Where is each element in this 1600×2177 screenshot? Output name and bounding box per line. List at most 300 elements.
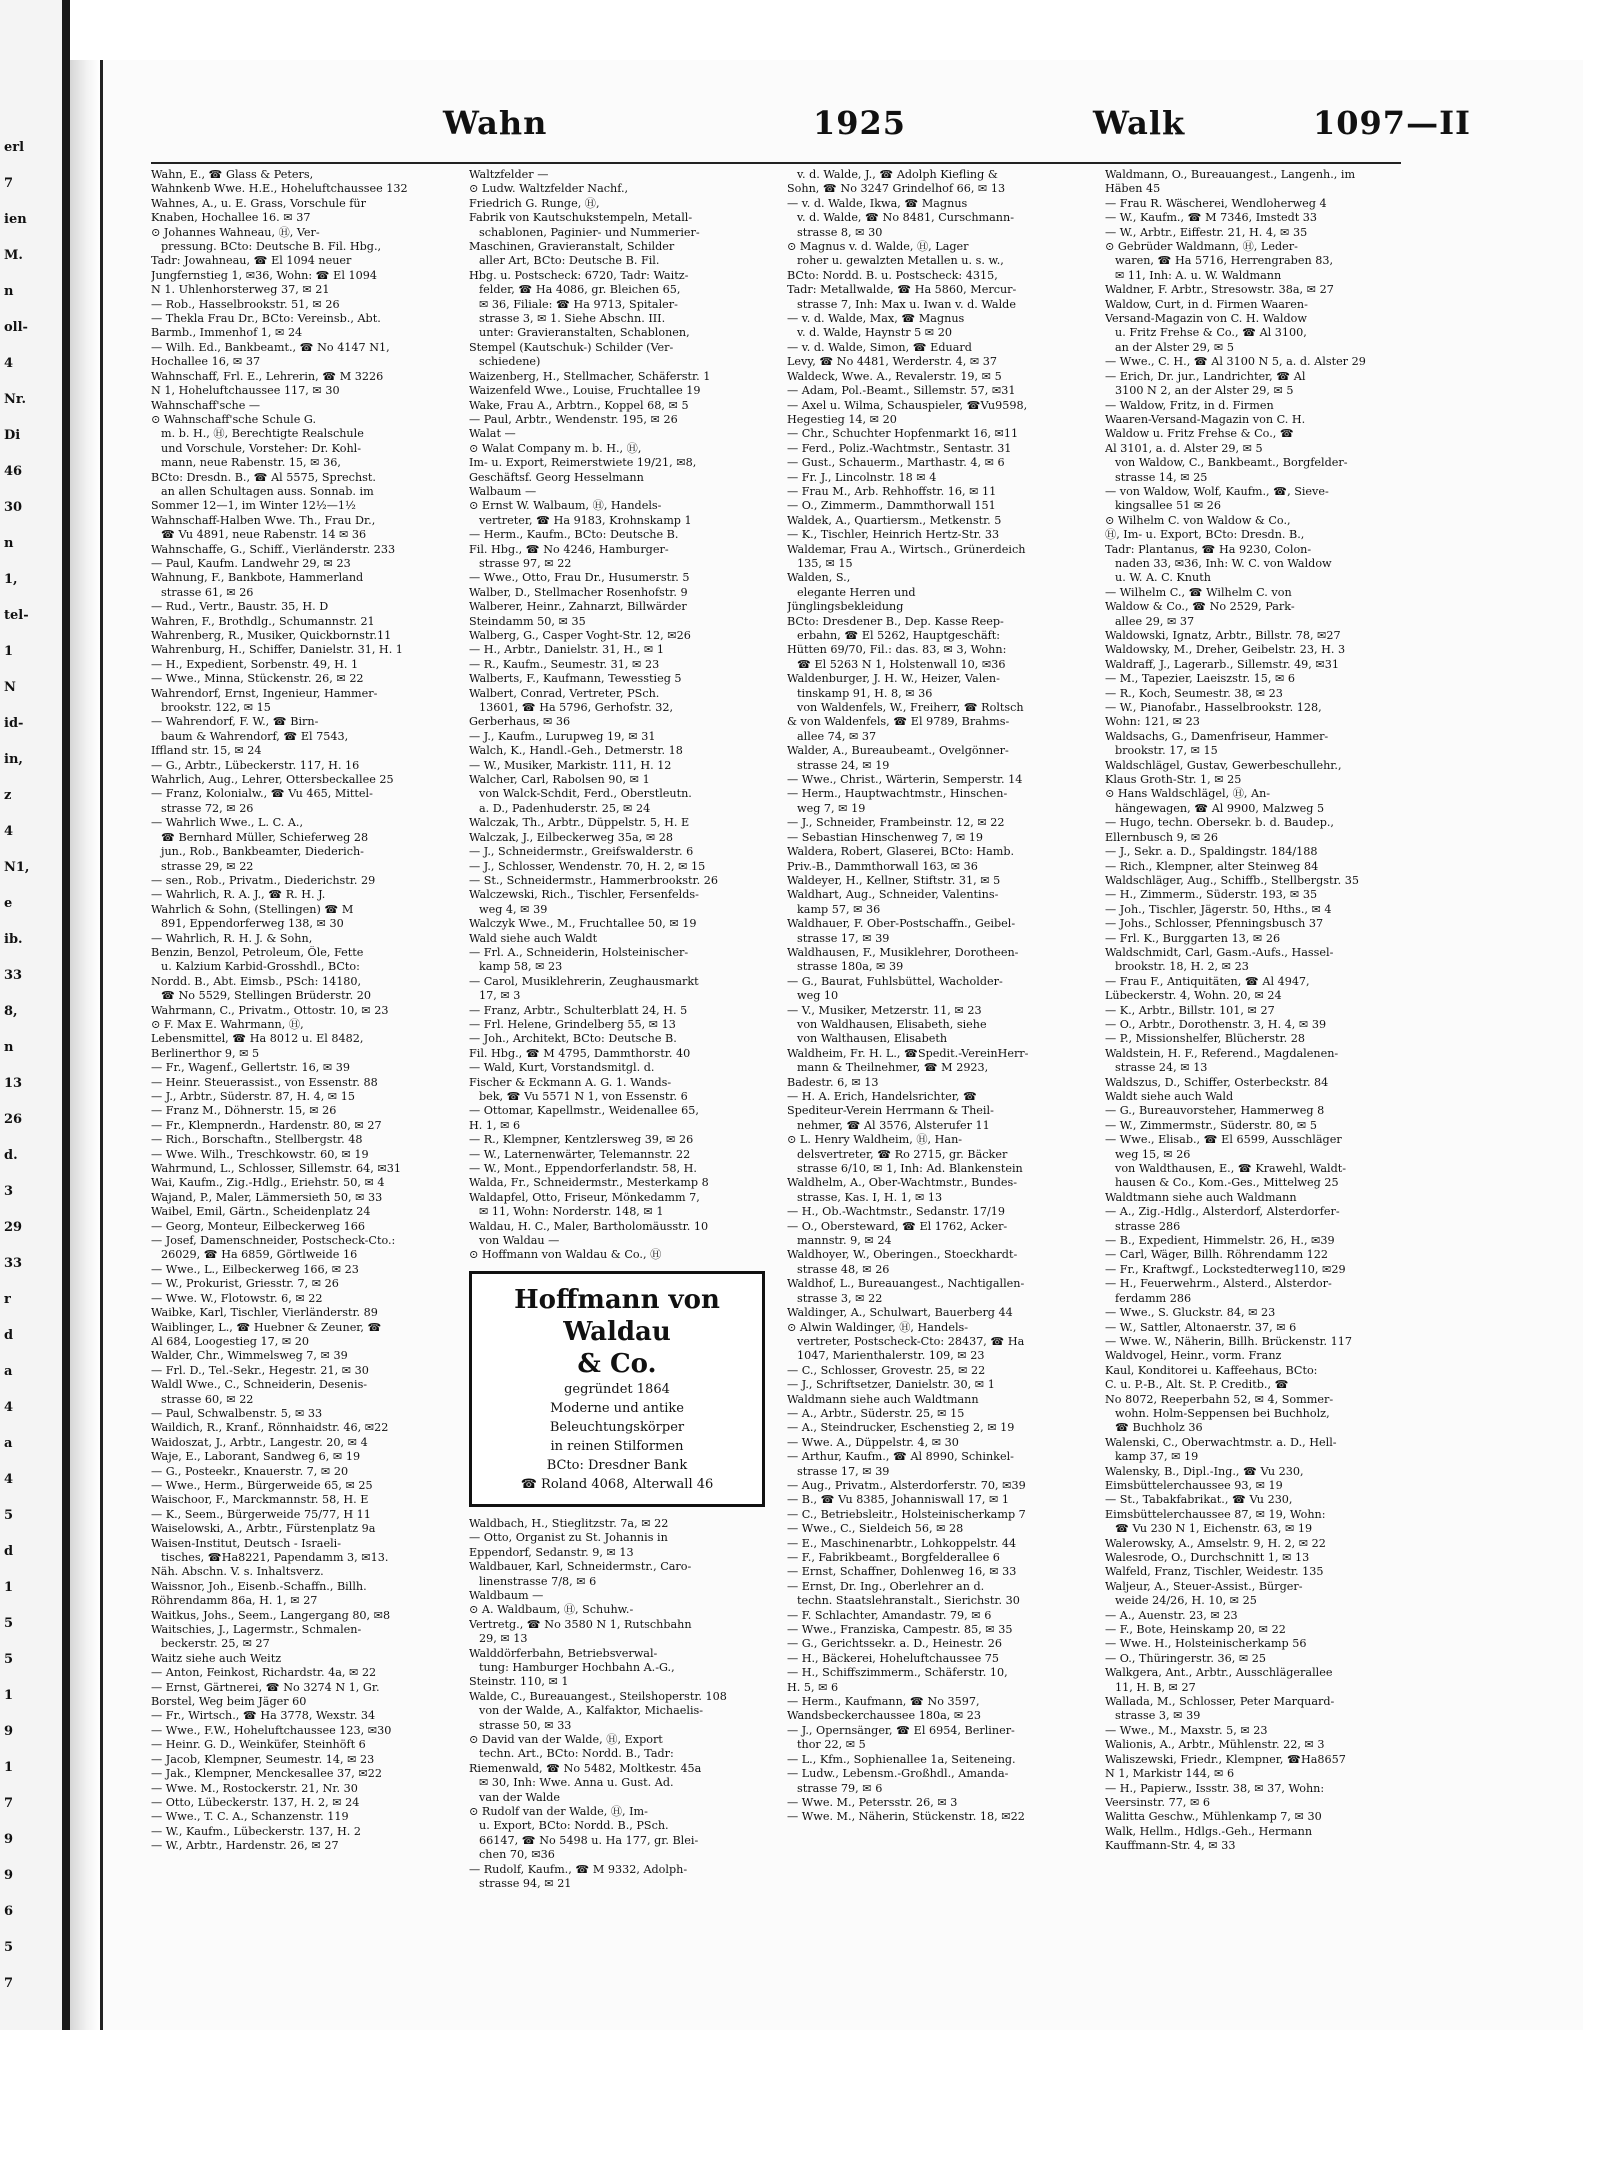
directory-entry: — E., Maschinenarbtr., Lohkoppelstr. 44 — [787, 1536, 1017, 1550]
directory-entry: Wahnung, F., Bankbote, Hammerland — [151, 571, 364, 585]
edge-fragment: ib. — [4, 932, 23, 947]
directory-entry: ✉ 11, Wohn: Norderstr. 148, ✉ 1 — [479, 1205, 664, 1219]
directory-entry: strasse 50, ✉ 33 — [479, 1718, 572, 1732]
directory-entry: Walberg, G., Casper Voght-Str. 12, ✉26 — [469, 629, 691, 642]
directory-entry: Waizenberg, H., Stellmacher, Schäferstr. 1 — [469, 369, 711, 383]
directory-entry: — Wwe., F.W., Hoheluftchaussee 123, ✉30 — [151, 1723, 392, 1737]
directory-entry: Waibel, Emil, Gärtn., Scheidenplatz 24 — [151, 1205, 371, 1219]
directory-entry: — Carol, Musiklehrerin, Zeughausmarkt — [469, 974, 699, 988]
directory-entry: Waldemar, Frau A., Wirtsch., Grünerdeich — [787, 542, 1026, 556]
directory-entry: von der Walde, A., Kalfaktor, Michaelis- — [479, 1704, 704, 1718]
directory-entry: Jünglingsbekleidung — [787, 600, 904, 614]
directory-entry: Wahren, F., Brothdlg., Schumannstr. 21 — [151, 614, 375, 628]
directory-entry: Waldstein, H. F., Referend., Magdalenen- — [1105, 1046, 1339, 1060]
directory-entry: Waldszus, D., Schiffer, Osterbeckstr. 84 — [1105, 1075, 1329, 1089]
directory-entry: weg 7, ✉ 19 — [797, 801, 866, 815]
directory-entry: Versand-Magazin von C. H. Waldow — [1105, 312, 1307, 326]
directory-entry: — G., Posteekr., Knauerstr. 7, ✉ 20 — [151, 1464, 349, 1478]
directory-entry: elegante Herren und — [797, 585, 916, 599]
directory-entry: von Waldow, C., Bankbeamt., Borgfelder- — [1115, 456, 1348, 470]
directory-entry: — Erich, Dr. jur., Landrichter, ☎ Al — [1105, 369, 1306, 383]
advertisement-box — [469, 1271, 765, 1507]
directory-entry: roher u. gewalzten Metallen u. s. w., — [797, 254, 1004, 268]
directory-entry: strasse 17, ✉ 39 — [797, 931, 890, 945]
directory-entry: — Herm., Kaufmann, ☎ No 3597, — [787, 1695, 980, 1709]
directory-entry: kamp 37, ✉ 19 — [1115, 1450, 1199, 1464]
directory-entry: 891, Eppendorferweg 138, ✉ 30 — [161, 917, 344, 931]
directory-entry: — Wwe., S. Gluckstr. 84, ✉ 23 — [1105, 1306, 1276, 1320]
directory-entry: v. d. Walde, Haynstr 5 ✉ 20 — [797, 326, 952, 340]
directory-entry: Wahrenberg, R., Musiker, Quickbornstr.11 — [151, 629, 392, 642]
directory-entry: — sen., Rob., Privatm., Diederichstr. 29 — [151, 873, 376, 887]
directory-entry: Berlinerthor 9, ✉ 5 — [151, 1046, 260, 1060]
directory-entry: van der Walde — [479, 1790, 560, 1804]
directory-entry: — Ernst, Schaffner, Dohlenweg 16, ✉ 33 — [787, 1565, 1017, 1579]
directory-entry: strasse 3, ✉ 22 — [797, 1291, 883, 1305]
directory-entry: Walda, Fr., Schneidermstr., Mesterkamp 8 — [469, 1176, 709, 1190]
directory-entry: strasse 17, ✉ 39 — [797, 1464, 890, 1478]
directory-entry: v. d. Walde, J., ☎ Adolph Kiefling & — [797, 168, 998, 181]
directory-entry: — R., Koch, Seumestr. 38, ✉ 23 — [1105, 686, 1283, 700]
directory-entry: — C., Schlosser, Grovestr. 25, ✉ 22 — [787, 1363, 986, 1377]
directory-entry: Wahrendorf, Ernst, Ingenieur, Hammer- — [151, 686, 378, 700]
directory-entry: Waldau, H. C., Maler, Bartholomäusstr. 10 — [469, 1219, 709, 1233]
directory-entry: — Frl. K., Burggarten 13, ✉ 26 — [1105, 931, 1281, 945]
directory-entry: Waitkus, Johs., Seem., Langergang 80, ✉8 — [151, 1608, 391, 1622]
directory-entry: Badestr. 6, ✉ 13 — [787, 1075, 879, 1089]
header-right-keyword: Walk — [1093, 104, 1186, 142]
directory-entry: — J., Schriftsetzer, Danielstr. 30, ✉ 1 — [787, 1378, 995, 1392]
directory-entry: vertreter, ☎ Ha 9183, Krohnskamp 1 — [479, 513, 692, 527]
directory-entry: weg 4, ✉ 39 — [479, 902, 548, 916]
directory-entry: — Wwe. Wilh., Treschkowstr. 60, ✉ 19 — [151, 1147, 369, 1161]
directory-entry: — Wwe. A., Düppelstr. 4, ✉ 30 — [787, 1435, 959, 1449]
directory-entry: 26029, ☎ Ha 6859, Görtlweide 16 — [161, 1248, 358, 1262]
directory-entry: Waldschlägel, Gustav, Gewerbeschullehr., — [1105, 758, 1342, 772]
edge-fragment: 9 — [4, 1724, 14, 1739]
directory-entry: Röhrendamm 86a, H. 1, ✉ 27 — [151, 1594, 318, 1608]
directory-entry: Waldmann, O., Bureauangest., Langenh., im — [1105, 168, 1356, 181]
directory-entry: C. u. P.-B., Alt. St. P. Creditb., ☎ — [1105, 1378, 1289, 1392]
directory-entry: Wajand, P., Maler, Lämmersieth 50, ✉ 33 — [151, 1190, 383, 1204]
directory-entry: delsvertreter, ☎ Ro 2715, gr. Bäcker — [797, 1147, 1008, 1161]
directory-entry: — Gust., Schauerm., Marthastr. 4, ✉ 6 — [787, 456, 1005, 470]
header-left-keyword: Wahn — [443, 104, 548, 142]
directory-entry: Riemenwald, ☎ No 5482, Moltkestr. 45a — [469, 1761, 702, 1775]
directory-entry: — Arthur, Kaufm., ☎ Al 8990, Schinkel- — [787, 1450, 1014, 1464]
directory-entry: ☎ Vu 4891, neue Rabenstr. 14 ✉ 36 — [161, 528, 367, 542]
directory-entry: — Wwe., C., Sieldeich 56, ✉ 28 — [787, 1522, 964, 1536]
directory-entry: Wahnschaff-Halben Wwe. Th., Frau Dr., — [151, 513, 376, 527]
directory-entry: techn. Staatslehranstalt., Sierichstr. 30 — [797, 1594, 1020, 1608]
edge-fragment: Nr. — [4, 392, 27, 407]
directory-entry: — von Waldow, Wolf, Kaufm., ☎, Sieve- — [1105, 484, 1329, 498]
directory-entry: Waldow, Curt, in d. Firmen Waaren- — [1105, 297, 1308, 311]
column-4 — [1105, 168, 1403, 1968]
directory-entry: felder, ☎ Ha 4086, gr. Bleichen 65, — [479, 283, 681, 297]
edge-fragment: a — [4, 1364, 13, 1379]
directory-entry: Knaben, Hochallee 16. ✉ 37 — [151, 211, 311, 225]
directory-entry: Waldera, Robert, Glaserei, BCto: Hamb. — [787, 845, 1015, 859]
directory-entry: von Waldhausen, Elisabeth, siehe — [797, 1017, 987, 1031]
directory-entry: — W., Musiker, Markistr. 111, H. 12 — [469, 758, 672, 772]
directory-entry: — J., Schlosser, Wendenstr. 70, H. 2, ✉ 15 — [469, 859, 706, 873]
directory-entry: — O., Obersteward, ☎ El 1762, Acker- — [787, 1219, 1008, 1233]
directory-entry: — Ottomar, Kapellmstr., Weidenallee 65, — [469, 1104, 699, 1118]
directory-entry: ⊙ Gebrüder Waldmann, Ⓗ, Leder- — [1105, 240, 1298, 254]
directory-entry: Waliszewski, Friedr., Klempner, ☎Ha8657 — [1105, 1752, 1346, 1766]
directory-entry: strasse, Kas. I, H. 1, ✉ 13 — [797, 1190, 943, 1204]
directory-entry: chen 70, ✉36 — [479, 1848, 555, 1862]
directory-entry: — Franz, Arbtr., Schulterblatt 24, H. 5 — [469, 1003, 688, 1017]
ad-line-6: ☎ Roland 4068, Alterwall 46 — [520, 1476, 714, 1492]
directory-entry: Hegestieg 14, ✉ 20 — [787, 412, 897, 426]
directory-entry: — Franz M., Döhnerstr. 15, ✉ 26 — [151, 1104, 337, 1118]
directory-entry: — Fr., Wagenf., Gellertstr. 16, ✉ 39 — [151, 1061, 351, 1075]
directory-entry: — Rich., Klempner, alter Steinweg 84 — [1105, 859, 1319, 873]
directory-entry: strasse 24, ✉ 19 — [797, 758, 890, 772]
edge-fragment: 29 — [4, 1220, 23, 1235]
directory-entry: — H., Ob.-Wachtmstr., Sedanstr. 17/19 — [787, 1205, 1006, 1219]
directory-entry: Walensky, B., Dipl.-Ing., ☎ Vu 230, — [1105, 1464, 1304, 1478]
edge-fragment: oll- — [4, 320, 28, 335]
directory-entry: Im- u. Export, Reimerstwiete 19/21, ✉8, — [469, 456, 697, 470]
directory-entry: Waldraff, J., Lagerarb., Sillemstr. 49, ✉31 — [1105, 657, 1340, 671]
directory-entry: — A., Arbtr., Süderstr. 25, ✉ 15 — [787, 1406, 965, 1420]
directory-entry: — G., Baurat, Fuhlsbüttel, Wacholder- — [787, 974, 1003, 988]
directory-entry: Waldsachs, G., Damenfriseur, Hammer- — [1105, 729, 1329, 743]
directory-entry: — Paul, Arbtr., Wendenstr. 195, ✉ 26 — [469, 412, 678, 426]
edge-fragment: e — [4, 896, 13, 911]
directory-entry: ⊙ F. Max E. Wahrmann, Ⓗ, — [151, 1017, 304, 1031]
directory-entry: — Thekla Frau Dr., BCto: Vereinsb., Abt. — [151, 312, 381, 326]
directory-entry: — W., Kaufm., ☎ M 7346, Imstedt 33 — [1105, 211, 1318, 225]
directory-entry: — Wahrlich, R. H. J. & Sohn, — [151, 931, 313, 945]
directory-entry: Iffland str. 15, ✉ 24 — [151, 744, 262, 758]
directory-entry: strasse 97, ✉ 22 — [479, 556, 572, 570]
directory-entry: — Wahrlich, R. A. J., ☎ R. H. J. — [151, 888, 326, 902]
directory-entry: Wallada, M., Schlosser, Peter Marquard- — [1105, 1695, 1335, 1709]
directory-entry: — Heinr. Steuerassist., von Essenstr. 88 — [151, 1075, 378, 1089]
directory-entry: strasse 7, Inh: Max u. Iwan v. d. Walde — [797, 297, 1016, 311]
directory-entry: H. 1, ✉ 6 — [469, 1118, 521, 1132]
edge-fragment: 4 — [4, 1472, 14, 1487]
directory-entry: Walczyk Wwe., M., Fruchtallee 50, ✉ 19 — [469, 917, 697, 931]
edge-fragment: r — [4, 1292, 11, 1307]
directory-entry: — H., Arbtr., Danielstr. 31, H., ✉ 1 — [469, 643, 664, 657]
page-gutter — [70, 60, 100, 2030]
directory-entry: Fil. Hbg., ☎ No 4246, Hamburger- — [469, 542, 669, 556]
directory-entry: Wahnschaff'sche — — [151, 398, 261, 412]
directory-entry: mann, neue Rabenstr. 15, ✉ 36, — [161, 456, 341, 470]
directory-entry: Waldhart, Aug., Schneider, Valentins- — [787, 888, 999, 902]
directory-entry: — J., Schneidermstr., Greifswalderstr. 6 — [469, 845, 694, 859]
ad-title-2: & Co. — [577, 1348, 657, 1379]
directory-entry: Walddörferbahn, Betriebsverwal- — [469, 1646, 658, 1660]
edge-fragment: tel- — [4, 608, 29, 623]
column-1 — [151, 168, 449, 1968]
directory-entry: — Wwe., Elisab., ☎ El 6599, Ausschläger — [1105, 1133, 1342, 1147]
directory-entry: — J., Opernsänger, ☎ El 6954, Berliner- — [787, 1723, 1015, 1737]
directory-entry: — W., Kaufm., Lübeckerstr. 137, H. 2 — [151, 1824, 361, 1838]
directory-entry: strasse 14, ✉ 25 — [1115, 470, 1208, 484]
directory-entry: Walczewski, Rich., Tischler, Fersenfelds- — [469, 888, 699, 902]
directory-entry: N 1, Hoheluftchaussee 117, ✉ 30 — [151, 384, 340, 398]
directory-entry: Waldner, F. Arbtr., Stresowstr. 38a, ✉ 27 — [1105, 283, 1334, 297]
directory-entry: ☎ Vu 230 N 1, Eichenstr. 63, ✉ 19 — [1115, 1522, 1313, 1536]
directory-entry: — Chr., Schuchter Hopfenmarkt 16, ✉11 — [787, 427, 1019, 441]
ad-line-1: gegründet 1864 — [564, 1381, 670, 1397]
directory-entry: — Georg, Monteur, Eilbeckerweg 166 — [151, 1219, 365, 1233]
directory-entry: H. 5, ✉ 6 — [787, 1680, 839, 1694]
directory-entry: wohn. Holm-Seppensen bei Buchholz, — [1115, 1406, 1330, 1420]
directory-entry: — Hugo, techn. Obersekr. b. d. Baudep., — [1105, 816, 1334, 830]
header-page-number: 1097—II — [1313, 104, 1471, 142]
directory-entry: — Wwe., Christ., Wärterin, Semperstr. 14 — [787, 773, 1023, 787]
edge-fragment: 6 — [4, 1904, 14, 1919]
directory-entry: ⊙ David van der Walde, Ⓗ, Export — [469, 1732, 663, 1746]
directory-entry: Häben 45 — [1105, 182, 1161, 196]
directory-entry: — Ferd., Poliz.-Wachtmstr., Sentastr. 31 — [787, 441, 1012, 455]
edge-fragment: z — [4, 788, 12, 803]
directory-entry: — Carl, Wäger, Billh. Röhrendamm 122 — [1105, 1248, 1328, 1262]
directory-entry: Waisen-Institut, Deutsch - Israeli- — [151, 1536, 342, 1550]
directory-entry: Fischer & Eckmann A. G. 1. Wands- — [469, 1075, 672, 1089]
directory-entry: — A., Steindrucker, Eschenstieg 2, ✉ 19 — [787, 1421, 1015, 1435]
directory-entry: strasse 94, ✉ 21 — [479, 1877, 572, 1891]
directory-entry: — St., Schneidermstr., Hammerbrookstr. 26 — [469, 873, 718, 887]
directory-entry: — Wwe., T. C. A., Schanzenstr. 119 — [151, 1810, 349, 1824]
edge-fragment: 4 — [4, 356, 14, 371]
directory-entry: — F., Bote, Heinskamp 20, ✉ 22 — [1105, 1623, 1286, 1637]
directory-entry: Jungfernstieg 1, ✉36, Wohn: ☎ El 1094 — [151, 268, 377, 282]
directory-entry: — Axel u. Wilma, Schauspieler, ☎Vu9598, — [787, 398, 1028, 412]
directory-entry: Al 3101, a. d. Alster 29, ✉ 5 — [1105, 441, 1263, 455]
directory-entry: Waldhauer, F. Ober-Postschaffn., Geibel- — [787, 917, 1016, 931]
directory-entry: Geschäftsf. Georg Hesselmann — [469, 470, 644, 484]
directory-entry: Waldt siehe auch Wald — [1105, 1090, 1234, 1103]
page-header — [133, 104, 1573, 144]
directory-entry: weg 15, ✉ 26 — [1115, 1147, 1191, 1161]
directory-entry: Benzin, Benzol, Petroleum, Öle, Fette — [151, 945, 364, 959]
edge-fragment: 1 — [4, 1760, 14, 1775]
directory-entry: — Jak., Klempner, Menckesallee 37, ✉22 — [151, 1767, 382, 1781]
directory-entry: Waiblinger, L., ☎ Huebner & Zeuner, ☎ — [151, 1320, 382, 1334]
directory-entry: — H. A. Erich, Handelsrichter, ☎ — [787, 1090, 977, 1103]
directory-entry: Fabrik von Kautschukstempeln, Metall- — [469, 211, 693, 225]
directory-entry: strasse 3, ✉ 39 — [1115, 1709, 1201, 1723]
directory-entry: N 1. Uhlenhorsterweg 37, ✉ 21 — [151, 283, 330, 297]
directory-entry: und Vorschule, Vorsteher: Dr. Kohl- — [161, 441, 362, 455]
directory-entry: — J., Kaufm., Lurupweg 19, ✉ 31 — [469, 729, 656, 743]
edge-fragment: n — [4, 1040, 14, 1055]
directory-entry: Waldschläger, Aug., Schiffb., Stellbergstr. 35 — [1105, 873, 1359, 887]
directory-entry: — H., Expedient, Sorbenstr. 49, H. 1 — [151, 657, 359, 671]
directory-entry: ☎ Buchholz 36 — [1115, 1421, 1203, 1435]
directory-entry: strasse 24, ✉ 13 — [1115, 1061, 1208, 1075]
directory-entry: Walat — — [469, 427, 516, 441]
directory-entry: Waldow & Co., ☎ No 2529, Park- — [1105, 600, 1295, 614]
edge-fragment: 8, — [4, 1004, 18, 1019]
directory-entry: — W., Pianofabr., Hasselbrookstr. 128, — [1105, 701, 1322, 715]
directory-entry: — Rob., Hasselbrookstr. 51, ✉ 26 — [151, 297, 340, 311]
directory-entry: Wahn, E., ☎ Glass & Peters, — [151, 168, 314, 181]
directory-entry: ✉ 11, Inh: A. u. W. Waldmann — [1115, 268, 1282, 282]
directory-entry: Walch, K., Handl.-Geh., Detmerstr. 18 — [469, 744, 683, 758]
edge-fragment: 26 — [4, 1112, 23, 1127]
directory-entry: Waldvogel, Heinr., vorm. Franz — [1105, 1349, 1282, 1363]
directory-entry: — B., ☎ Vu 8385, Johanniswall 17, ✉ 1 — [787, 1493, 1010, 1507]
directory-entry: — Wwe. H., Holsteinischerkamp 56 — [1105, 1637, 1307, 1651]
directory-entry: — Frl. D., Tel.-Sekr., Hegestr. 21, ✉ 30 — [151, 1363, 369, 1377]
directory-entry: Walczak, Th., Arbtr., Düppelstr. 5, H. E — [469, 816, 690, 830]
directory-entry: Lebensmittel, ☎ Ha 8012 u. El 8482, — [151, 1032, 364, 1046]
directory-entry: — L., Kfm., Sophienallee 1a, Seiteneing. — [787, 1752, 1016, 1766]
edge-fragment: 1 — [4, 1580, 14, 1595]
directory-entry: Waitschies, J., Lagermstr., Schmalen- — [151, 1623, 362, 1637]
column-3 — [787, 168, 1085, 1968]
directory-entry: weg 10 — [797, 989, 839, 1003]
directory-entry: waren, ☎ Ha 5716, Herrengraben 83, — [1115, 254, 1334, 268]
directory-entry: BCto: Nordd. B. u. Postscheck: 4315, — [787, 268, 998, 282]
edge-fragment: 46 — [4, 464, 23, 479]
directory-entry: u. Kalzium Karbid-Grosshdl., BCto: — [161, 960, 360, 974]
directory-entry: — K., Tischler, Heinrich Hertz-Str. 33 — [787, 528, 1000, 542]
directory-entry: Wahnschaff, Frl. E., Lehrerin, ☎ M 3226 — [151, 369, 384, 383]
directory-entry: Waldbaum — — [469, 1588, 544, 1602]
directory-entry: Waldinger, A., Schulwart, Bauerberg 44 — [787, 1306, 1013, 1320]
directory-entry: Wohn: 121, ✉ 23 — [1105, 715, 1200, 729]
directory-entry: strasse 48, ✉ 26 — [797, 1262, 890, 1276]
edge-fragment: 33 — [4, 1256, 23, 1271]
directory-entry: Hütten 69/70, Fil.: das. 83, ✉ 3, Wohn: — [787, 643, 1007, 657]
directory-entry: Walder, Chr., Wimmelsweg 7, ✉ 39 — [151, 1349, 348, 1363]
directory-entry: von Waldthausen, E., ☎ Krawehl, Waldt- — [1115, 1162, 1347, 1176]
directory-entry: — J., Sekr. a. D., Spaldingstr. 184/188 — [1105, 845, 1318, 859]
edge-fragment: 13 — [4, 1076, 23, 1091]
directory-entry: beckerstr. 25, ✉ 27 — [161, 1637, 270, 1651]
directory-entry: u. Export, BCto: Nordd. B., PSch. — [479, 1819, 669, 1833]
directory-entry: tinskamp 91, H. 8, ✉ 36 — [797, 686, 933, 700]
ad-line-5: BCto: Dresdner Bank — [546, 1457, 688, 1473]
directory-entry: 29, ✉ 13 — [479, 1632, 528, 1646]
directory-entry: Spediteur-Verein Herrmann & Theil- — [787, 1104, 994, 1118]
directory-entry: tisches, ☎Ha8221, Papendamm 3, ✉13. — [161, 1551, 389, 1564]
directory-entry: — R., Kaufm., Seumestr. 31, ✉ 23 — [469, 657, 660, 671]
edge-fragment: 5 — [4, 1940, 14, 1955]
directory-entry: ☎ El 5263 N 1, Holstenwall 10, ✉36 — [797, 657, 1006, 671]
directory-entry: Waldowsky, M., Dreher, Geibelstr. 23, H. 3 — [1105, 643, 1346, 657]
directory-entry: — K., Seem., Bürgerweide 75/77, H 11 — [151, 1507, 371, 1521]
directory-entry: Waldek, A., Quartiersm., Metkenstr. 5 — [787, 513, 1002, 527]
directory-entry: Wahrenburg, H., Schiffer, Danielstr. 31, H. 1 — [151, 643, 403, 657]
directory-entry: Wai, Kaufm., Zig.-Hdlg., Eriehstr. 50, ✉ 4 — [151, 1176, 385, 1190]
directory-entry: — Frau F., Antiquitäten, ☎ Al 4947, — [1105, 974, 1310, 988]
directory-entry: — F., Fabrikbeamt., Borgfelderallee 6 — [787, 1551, 1000, 1564]
directory-entry: — v. d. Walde, Max, ☎ Magnus — [787, 312, 965, 326]
directory-entry: a. D., Padenhuderstr. 25, ✉ 24 — [479, 801, 651, 815]
directory-entry: Borstel, Weg beim Jäger 60 — [151, 1695, 307, 1709]
directory-entry: Waldowski, Ignatz, Arbtr., Billstr. 78, ✉27 — [1105, 629, 1341, 642]
directory-entry: Waildich, R., Kranf., Rönnhaidstr. 46, ✉22 — [151, 1421, 389, 1435]
directory-entry: Waldhof, L., Bureauangest., Nachtigallen- — [787, 1277, 1025, 1291]
directory-entry: an der Alster 29, ✉ 5 — [1115, 340, 1234, 354]
edge-fragment: n — [4, 284, 14, 299]
directory-entry: ferdamm 286 — [1115, 1291, 1192, 1305]
directory-entry: Tadr: Metallwalde, ☎ Ha 5860, Mercur- — [787, 283, 1017, 297]
directory-entry: Walder, A., Bureaubeamt., Ovelgönner- — [787, 744, 1009, 758]
header-year: 1925 — [813, 104, 907, 142]
directory-entry: — Wwe., Herm., Bürgerweide 65, ✉ 25 — [151, 1478, 373, 1492]
directory-entry: — Fr., Klempnerdn., Hardenstr. 80, ✉ 27 — [151, 1118, 382, 1132]
edge-fragment: 1 — [4, 1688, 14, 1703]
directory-entry: strasse 180a, ✉ 39 — [797, 960, 904, 974]
directory-entry: Waldmann siehe auch Waldtmann — [787, 1392, 979, 1406]
directory-entry: — J., Arbtr., Süderstr. 87, H. 4, ✉ 15 — [151, 1090, 355, 1103]
previous-page-edge — [0, 0, 70, 2030]
edge-fragment: N1, — [4, 860, 30, 875]
directory-entry: Eimsbüttelerchaussee 93, ✉ 19 — [1105, 1478, 1283, 1492]
directory-entry: brookstr. 17, ✉ 15 — [1115, 744, 1218, 758]
directory-entry: Friedrich G. Runge, Ⓗ, — [469, 196, 600, 210]
column-2 — [469, 168, 767, 1968]
directory-entry: Walde, C., Bureauangest., Steilshoperstr. 108 — [469, 1689, 727, 1703]
directory-entry: von Walck-Schdit, Ferd., Oberstleutn. — [479, 787, 692, 801]
directory-entry: v. d. Walde, ☎ No 8481, Curschmann- — [797, 211, 1014, 225]
directory-entry: — Otto, Organist zu St. Johannis in — [469, 1531, 668, 1545]
directory-entry: — Ludw., Lebensm.-Großhdl., Amanda- — [787, 1767, 1009, 1781]
directory-entry: Waldapfel, Otto, Friseur, Mönkedamm 7, — [469, 1190, 700, 1204]
edge-fragment: d — [4, 1328, 14, 1343]
directory-entry: — Herm., Hauptwachtmstr., Hinschen- — [787, 787, 1008, 801]
directory-entry: strasse 8, ✉ 30 — [797, 225, 883, 239]
directory-entry: von Waldenfels, W., Freiherr, ☎ Roltsch — [797, 701, 1024, 715]
directory-entry: — Frl. Helene, Grindelberg 55, ✉ 13 — [469, 1017, 676, 1031]
directory-entry: — V., Musiker, Metzerstr. 11, ✉ 23 — [787, 1003, 982, 1017]
directory-entry: Tadr: Plantanus, ☎ Ha 9230, Colon- — [1105, 542, 1312, 556]
directory-entry: — Aug., Privatm., Alsterdorferstr. 70, ✉39 — [787, 1478, 1026, 1492]
directory-entry: Fil. Hbg., ☎ M 4795, Dammthorstr. 40 — [469, 1046, 691, 1060]
directory-entry: Walbaum — — [469, 484, 537, 498]
directory-entry: strasse 29, ✉ 22 — [161, 859, 254, 873]
directory-entry: — Herm., Kaufm., BCto: Deutsche B. — [469, 528, 679, 542]
edge-fragment: 4 — [4, 1400, 14, 1415]
directory-entry: von Walthausen, Elisabeth — [797, 1032, 948, 1046]
directory-entry: Waaren-Versand-Magazin von C. H. — [1105, 412, 1306, 426]
directory-entry: 3100 N 2, an der Alster 29, ✉ 5 — [1115, 384, 1294, 398]
directory-entry: — A., Auenstr. 23, ✉ 23 — [1105, 1608, 1238, 1622]
directory-entry: — G., Arbtr., Lübeckerstr. 117, H. 16 — [151, 758, 360, 772]
edge-fragment: 7 — [4, 1796, 14, 1811]
directory-entry: Wahnkenb Wwe. H.E., Hoheluftchaussee 132 — [151, 182, 408, 196]
directory-entry: allee 29, ✉ 37 — [1115, 614, 1195, 628]
directory-entry: ⊙ Wilhelm C. von Waldow & Co., — [1105, 513, 1291, 527]
directory-entry: Ellernbusch 9, ✉ 26 — [1105, 830, 1219, 844]
directory-entry: — Rudolf, Kaufm., ☎ M 9332, Adolph- — [469, 1862, 688, 1876]
directory-entry: — St., Tabakfabrikat., ☎ Vu 230, — [1105, 1493, 1293, 1507]
directory-entry: Walcher, Carl, Rabolsen 90, ✉ 1 — [469, 773, 650, 787]
directory-entry: Waldtmann siehe auch Waldmann — [1105, 1190, 1297, 1204]
directory-entry: N 1, Markistr 144, ✉ 6 — [1105, 1767, 1235, 1781]
edge-fragment: erl — [4, 140, 25, 155]
directory-columns — [151, 168, 1401, 1978]
directory-entry: Klaus Groth-Str. 1, ✉ 25 — [1105, 773, 1242, 787]
edge-fragment: N — [4, 680, 16, 695]
directory-entry: mannstr. 9, ✉ 24 — [797, 1234, 892, 1248]
edge-fragment: 5 — [4, 1616, 14, 1631]
directory-entry: — Rud., Vertr., Baustr. 35, H. D — [151, 600, 329, 614]
directory-entry: — G., Bureauvorsteher, Hammerweg 8 — [1105, 1104, 1325, 1118]
